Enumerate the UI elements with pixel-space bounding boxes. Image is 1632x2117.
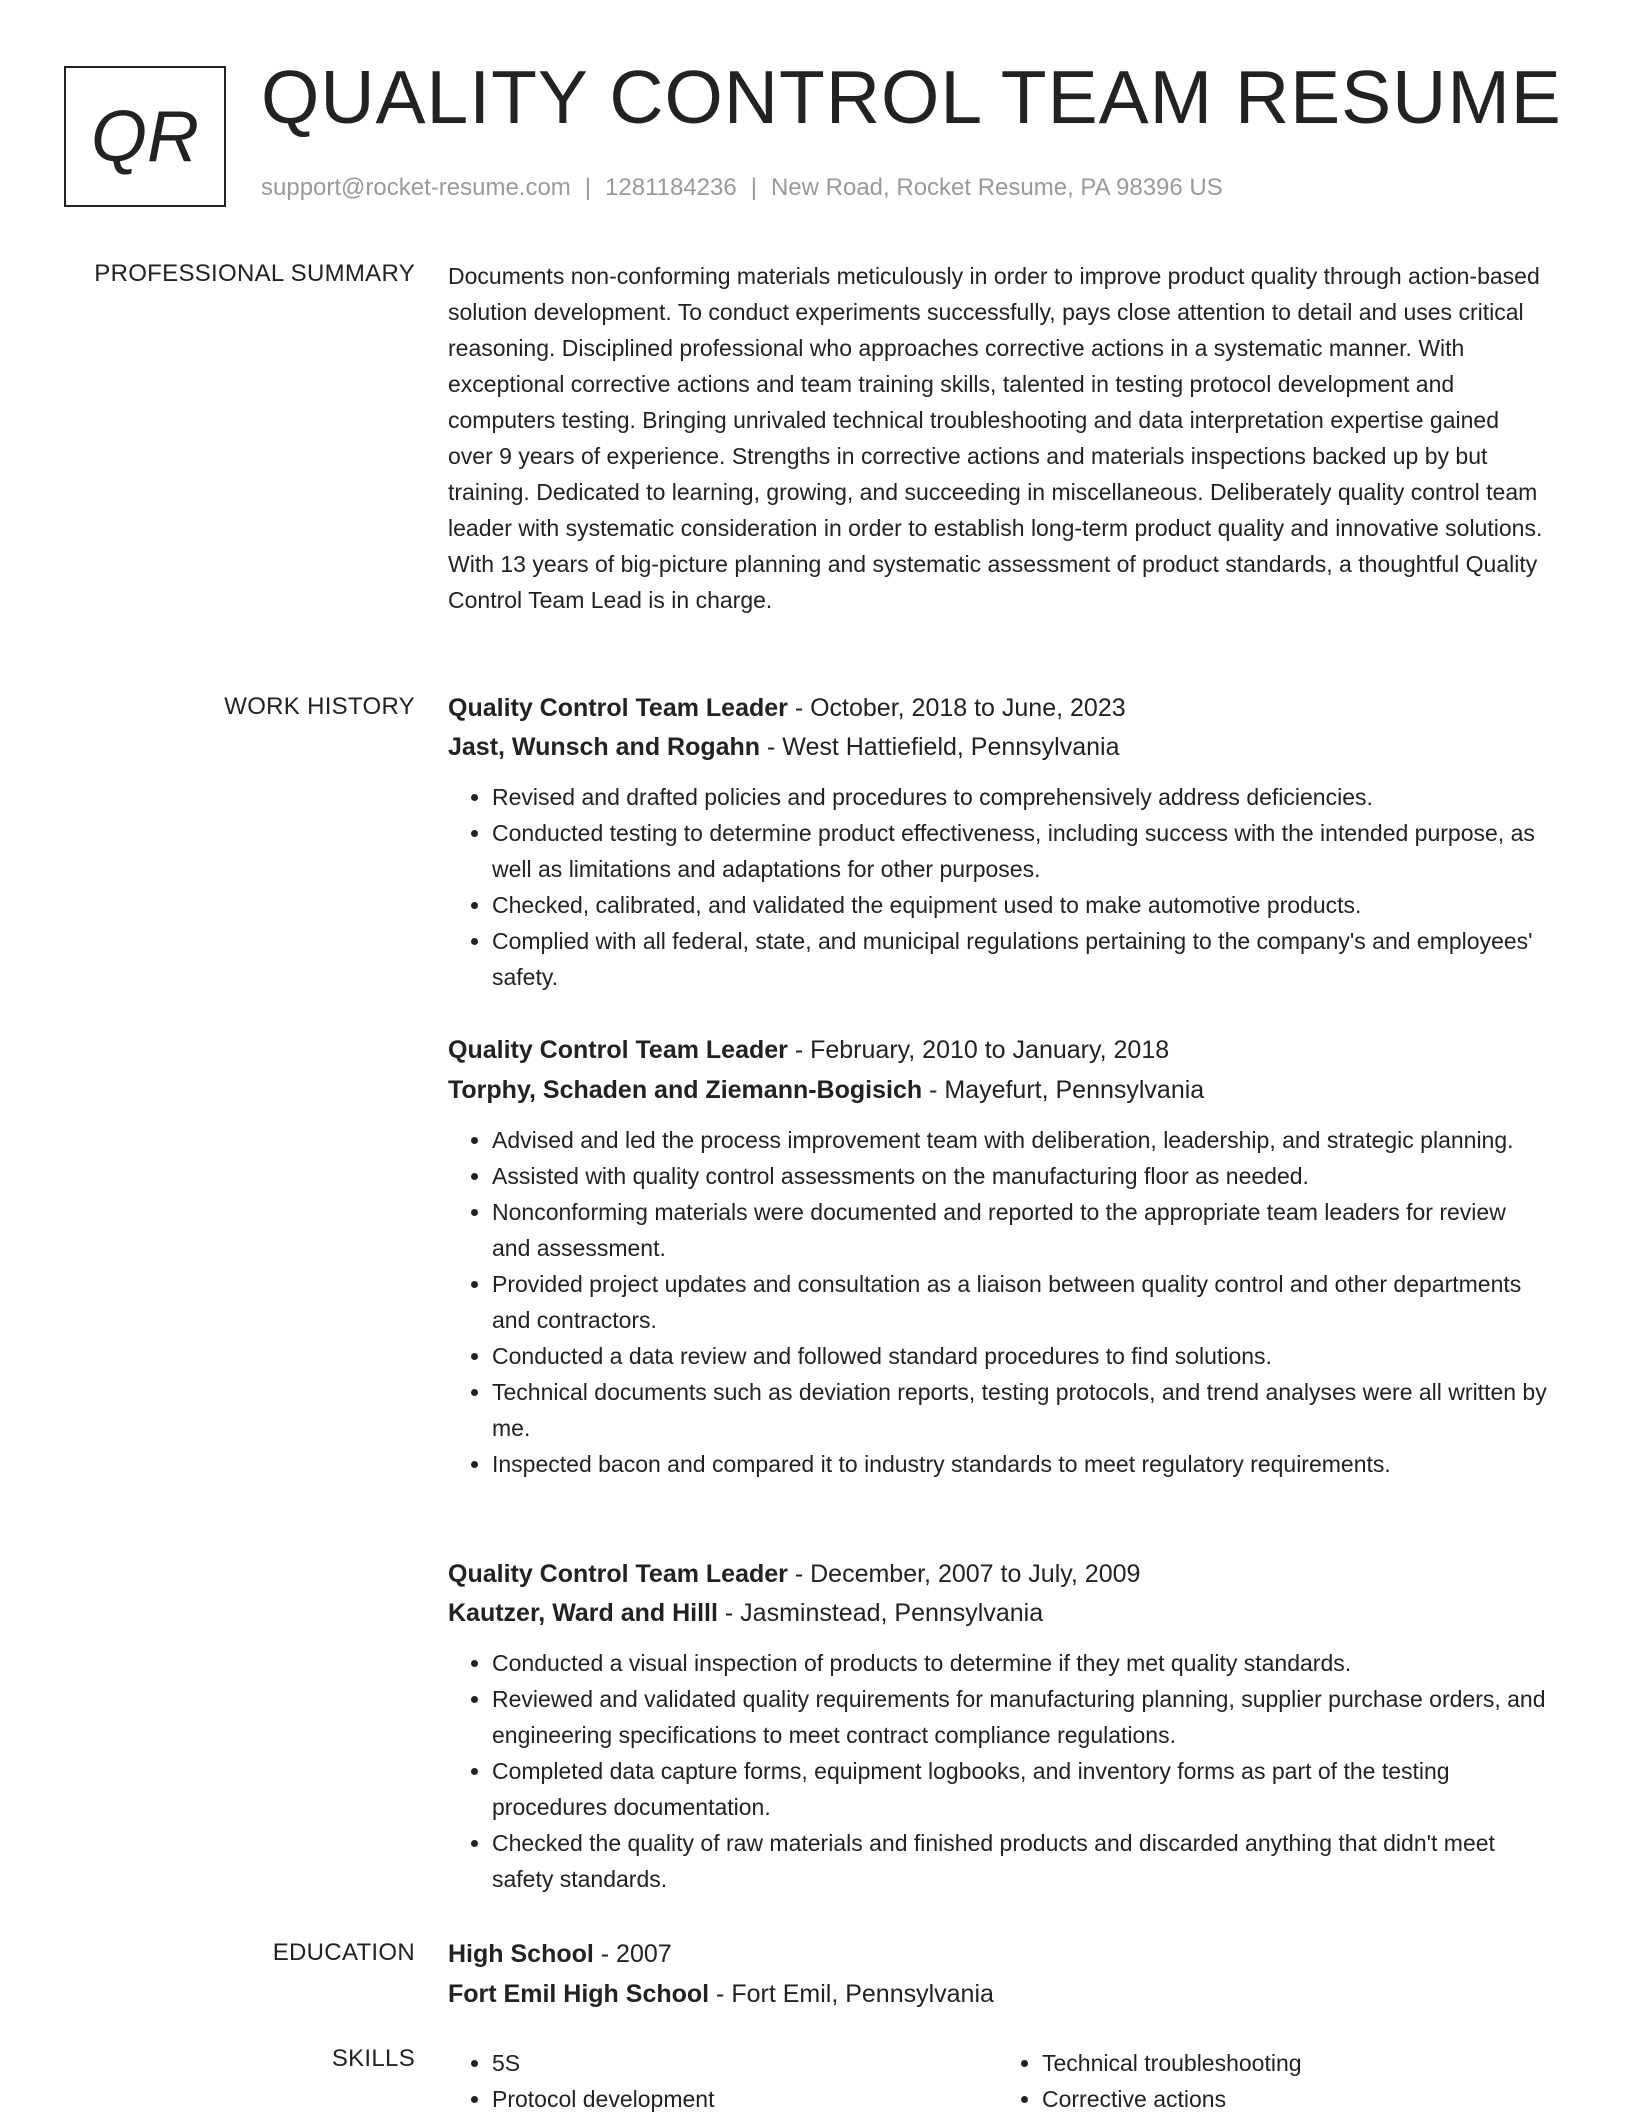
job-dates: - February, 2010 to January, 2018: [787, 1036, 1170, 1064]
job-entry: [448, 1556, 1548, 1897]
job-bullets: [448, 779, 1548, 995]
education-school-line: [448, 1976, 1548, 2012]
job-location: - Mayefurt, Pennsylvania: [922, 1076, 1205, 1104]
skills-grid: [448, 2045, 1548, 2117]
job-company: Kautzer, Ward and Hilll: [448, 1599, 718, 1627]
job-bullet: • Checked the quality of raw materials and finished products and discarded anything that didn't meet safety standards.: [492, 1825, 1548, 1897]
job-title: Quality Control Team Leader: [448, 694, 788, 722]
job-bullet: • Completed data capture forms, equipment logbooks, and inventory forms as part of the testing procedures documentation.: [492, 1753, 1548, 1825]
education-content: [448, 1936, 1548, 2012]
job-company: Jast, Wunsch and Rogahn: [448, 733, 761, 761]
skill-item: • Corrective actions: [1042, 2081, 1548, 2117]
job-bullet: • Inspected bacon and compared it to industry standards to meet regulatory requirements.: [492, 1446, 1548, 1482]
skill-item: • Protocol development: [492, 2081, 998, 2117]
job-bullets: [448, 1122, 1548, 1482]
monogram-logo: QR: [64, 66, 226, 207]
job-title-line: [448, 690, 1548, 726]
job-bullet: • Reviewed and validated quality requirements for manufacturing planning, supplier purchase orders, and engineering specifications to meet contract compliance regulations.: [492, 1681, 1548, 1753]
education-degree: High School: [448, 1940, 594, 1968]
job-dates: - December, 2007 to July, 2009: [787, 1560, 1141, 1588]
section-label-education: EDUCATION: [272, 1939, 415, 1966]
section-label-summary: PROFESSIONAL SUMMARY: [94, 260, 415, 287]
education-year: - 2007: [593, 1940, 672, 1968]
job-title-line: [448, 1032, 1548, 1068]
job-bullet: • Conducted testing to determine product effectiveness, including success with the intended purpose, as well as limitations and adaptations for other purposes.: [492, 815, 1548, 887]
resume-title: QUALITY CONTROL TEAM RESUME: [261, 55, 1562, 139]
education-school: Fort Emil High School: [448, 1980, 710, 2008]
contact-separator: |: [750, 174, 757, 201]
job-title: Quality Control Team Leader: [448, 1036, 788, 1064]
job-title-line: [448, 1556, 1548, 1592]
job-bullet: • Checked, calibrated, and validated the equipment used to make automotive products.: [492, 887, 1548, 923]
contact-separator: |: [584, 174, 592, 201]
skill-item: • 5S: [492, 2045, 998, 2081]
education-degree-line: [448, 1936, 1548, 1972]
job-title: Quality Control Team Leader: [448, 1560, 788, 1588]
job-company: Torphy, Schaden and Ziemann-Bogisich: [448, 1076, 923, 1104]
job-dates: - October, 2018 to June, 2023: [787, 694, 1126, 722]
skills-content: [448, 2045, 1548, 2117]
job-bullet: • Revised and drafted policies and procedures to comprehensively address deficiencies.: [492, 779, 1548, 815]
skills-column-left: [448, 2045, 998, 2117]
education-location: - Fort Emil, Pennsylvania: [709, 1980, 994, 2008]
job-entry: [448, 690, 1548, 995]
job-bullet: • Technical documents such as deviation reports, testing protocols, and trend analyses were all written by me.: [492, 1374, 1548, 1446]
job-bullet: • Nonconforming materials were documented and reported to the appropriate team leaders for review and assessment.: [492, 1194, 1548, 1266]
job-bullet: • Assisted with quality control assessments on the manufacturing floor as needed.: [492, 1158, 1548, 1194]
contact-phone[interactable]: 1281184236: [605, 174, 737, 201]
job-bullet: • Advised and led the process improvement team with deliberation, leadership, and strategic planning.: [492, 1122, 1548, 1158]
job-bullet: • Conducted a visual inspection of products to determine if they met quality standards.: [492, 1645, 1548, 1681]
section-label-skills: SKILLS: [331, 2045, 415, 2072]
job-bullet: • Complied with all federal, state, and municipal regulations pertaining to the company's and employees' safety.: [492, 923, 1548, 995]
job-location: - West Hattiefield, Pennsylvania: [760, 733, 1120, 761]
section-label-work-history: WORK HISTORY: [224, 693, 415, 720]
job-bullet: • Provided project updates and consultation as a liaison between quality control and other departments and contractors.: [492, 1266, 1548, 1338]
job-company-line: [448, 729, 1548, 765]
contact-address: New Road, Rocket Resume, PA 98396 US: [770, 174, 1223, 201]
skill-item: • Technical troubleshooting: [1042, 2045, 1548, 2081]
skills-column-right: [998, 2045, 1548, 2117]
job-bullet: • Conducted a data review and followed standard procedures to find solutions.: [492, 1338, 1548, 1374]
summary-content: [448, 258, 1548, 618]
job-company-line: [448, 1595, 1548, 1631]
summary-text: Documents non-conforming materials meticulously in order to improve product quality through action-based solution development. To conduct experiments successfully, pays close attention to detail and uses critical reasoning. Disciplined professional who approaches corrective actions in a systematic manner. With exceptional corrective actions and team training skills, talented in testing protocol development and computers testing. Bringing unrivaled technical troubleshooting and data interpretation expertise gained over 9 years of experience. Strengths in corrective actions and materials inspections backed up by but training. Dedicated to learning, growing, and succeeding in miscellaneous. Deliberately quality control team leader with systematic consideration in order to establish long-term product quality and innovative solutions. With 13 years of big-picture planning and systematic assessment of product standards, a thoughtful Quality Control Team Lead is in charge.: [448, 263, 1543, 613]
job-location: - Jasminstead, Pennsylvania: [717, 1599, 1044, 1627]
job-bullets: [448, 1645, 1548, 1897]
contact-line: [261, 174, 1223, 202]
job-company-line: [448, 1072, 1548, 1108]
job-entry: [448, 1032, 1548, 1482]
contact-email[interactable]: support@rocket-resume.com: [261, 174, 571, 201]
